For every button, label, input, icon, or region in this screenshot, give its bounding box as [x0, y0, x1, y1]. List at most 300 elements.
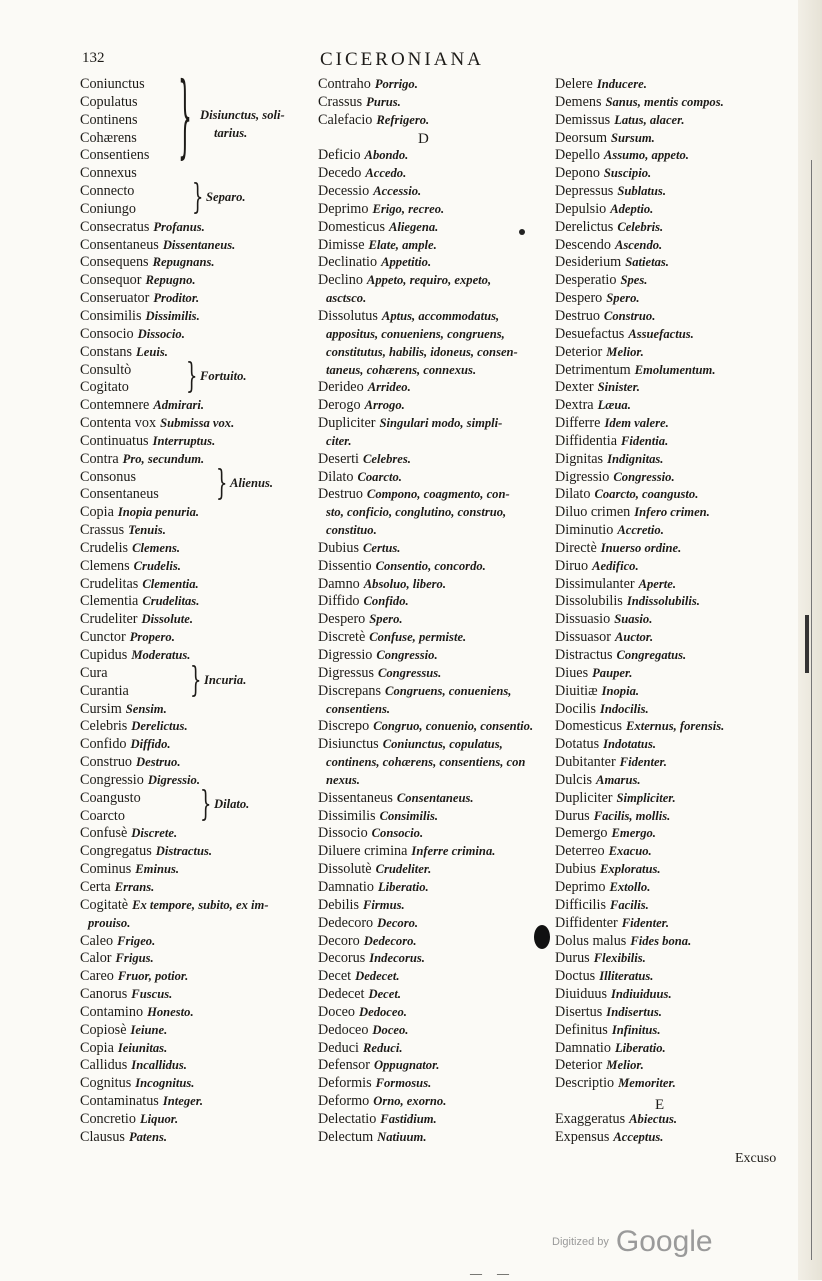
entry-antonym: Absoluo, libero.	[363, 576, 447, 591]
entry-word: Destruo	[555, 307, 600, 324]
entry-antonym: Fidenter.	[619, 755, 667, 770]
entry-antonym: Exploratus.	[600, 862, 661, 877]
entry-antonym: Congressus.	[377, 665, 442, 680]
entry-antonym: Pauper.	[592, 665, 633, 680]
brace-gloss: Disiunctus, soli-	[200, 108, 285, 122]
entry-word: Discrepans	[318, 682, 382, 699]
entry-antonym: Abondo.	[364, 148, 409, 163]
entry-row	[80, 326, 312, 344]
entry-antonym: Indisertus.	[606, 1004, 662, 1019]
entry-row	[555, 147, 787, 165]
entry-antonym: Appeto, requiro, expeto,	[366, 273, 492, 288]
entry-row	[555, 415, 787, 433]
entry-row	[318, 790, 550, 808]
entry-row	[80, 701, 312, 719]
entry-row	[318, 718, 550, 736]
entry-antonym: Interruptus.	[152, 433, 216, 448]
entry-antonym: Congruo, conuenio, consentio.	[373, 719, 534, 734]
entry-word: Dexter	[555, 379, 594, 396]
entry-row	[318, 629, 550, 647]
entry-word: Derogo	[318, 397, 361, 414]
entry-antonym: Fides bona.	[630, 933, 692, 948]
entry-word: Cognitus	[80, 1075, 132, 1092]
entry-antonym: Sensim.	[125, 701, 167, 716]
entry-antonym: Decoro.	[377, 915, 419, 930]
entry-word: Cura	[80, 664, 108, 681]
entry-antonym: Flexibilis.	[593, 951, 646, 966]
entry-antonym: Sublatus.	[617, 184, 666, 199]
entry-row	[555, 986, 787, 1004]
entry-antonym: Ieiune.	[130, 1022, 168, 1037]
entry-word: Contra	[80, 450, 119, 467]
entry-antonym: constitutus, habilis, idoneus, consen-	[326, 344, 518, 359]
brace-group-6	[200, 785, 250, 826]
entry-word: Depello	[555, 147, 600, 164]
entry-antonym: consentiens.	[326, 701, 391, 716]
entry-antonym: Eminus.	[135, 862, 180, 877]
brace-icon: }	[178, 68, 192, 172]
entry-row	[318, 683, 550, 701]
entry-word: Congregatus	[80, 843, 152, 860]
entry-word: Diluo crimen	[555, 504, 631, 521]
entry-row	[318, 183, 550, 201]
entry-row	[318, 950, 550, 968]
entry-antonym: Ascendo.	[614, 237, 663, 252]
entry-antonym: Consocio.	[371, 826, 424, 841]
entry-antonym: Repugnans.	[152, 255, 215, 270]
entry-antonym: Fidenter.	[621, 915, 670, 930]
entry-antonym: Erigo, recreo.	[372, 201, 445, 216]
brace-icon: }	[190, 661, 202, 702]
entry-word: Dissocio	[318, 825, 368, 842]
entry-antonym: Illiteratus.	[599, 969, 654, 984]
entry-row	[555, 165, 787, 183]
ink-blot	[534, 925, 550, 949]
entry-row	[555, 397, 787, 415]
entry-word: Consequens	[80, 254, 149, 271]
entry-row	[80, 593, 312, 611]
entry-word: Contaminatus	[80, 1093, 159, 1110]
entry-antonym: Inopia.	[601, 683, 640, 698]
entry-word: Dubitanter	[555, 754, 616, 771]
entry-row	[80, 1075, 312, 1093]
entry-row	[318, 1075, 550, 1093]
entry-word: Consimilis	[80, 307, 142, 324]
column-b	[318, 76, 550, 1147]
entry-row	[80, 76, 312, 94]
entry-word: Depono	[555, 165, 600, 182]
entry-word: Consecratus	[80, 218, 150, 235]
entry-word: Constans	[80, 343, 133, 360]
entry-row	[555, 451, 787, 469]
entry-antonym: Indissolubilis.	[626, 594, 700, 609]
entry-antonym: Sinister.	[597, 380, 640, 395]
entry-word: Dedoceo	[318, 1021, 369, 1038]
entry-row	[318, 1022, 550, 1040]
entry-word: Cupidus	[80, 647, 128, 663]
entry-word: Copia	[80, 1039, 114, 1056]
entry-word: Coangusto	[80, 789, 141, 806]
entry-row	[80, 790, 312, 808]
entry-antonym: Fastidium.	[380, 1111, 437, 1126]
entry-word: Detrimentum	[555, 361, 631, 378]
entry-antonym: Assumo, appeto.	[603, 148, 689, 163]
entry-word: Discretè	[318, 629, 366, 646]
google-logo: Google	[615, 1225, 713, 1258]
entry-row	[555, 433, 787, 451]
entry-row	[555, 272, 787, 290]
entry-word: Dissuasio	[555, 611, 611, 628]
entry-word: Dissolutus	[318, 307, 378, 324]
entry-word: Diffido	[318, 593, 360, 610]
entry-antonym: Auctor.	[614, 630, 654, 645]
brace-group-3	[186, 357, 247, 398]
entry-word: Descriptio	[555, 1075, 615, 1092]
entry-antonym: Simpliciter.	[616, 790, 676, 805]
entry-antonym: taneus, cohærens, connexus.	[326, 362, 477, 377]
entry-antonym: Firmus.	[362, 897, 405, 912]
entry-antonym: Suscipio.	[603, 166, 652, 181]
entry-row	[318, 219, 550, 237]
entry-row	[555, 1129, 787, 1147]
entry-row	[318, 308, 550, 326]
entry-word: Deorsum	[555, 129, 608, 146]
entry-row	[318, 825, 550, 843]
entry-word: Diffidentia	[555, 432, 617, 449]
brace-gloss: Incuria.	[204, 673, 247, 687]
brace-gloss: Alienus.	[230, 476, 274, 490]
entry-word: Dotatus	[555, 736, 600, 753]
page-edge-shadow	[798, 0, 822, 1280]
entry-antonym: Dissocio.	[137, 326, 185, 341]
entry-antonym: Emergo.	[611, 826, 656, 841]
entry-antonym: Sanus, mentis compos.	[605, 94, 724, 109]
entry-row	[318, 808, 550, 826]
entry-word: Doctus	[555, 968, 596, 985]
entry-row	[555, 629, 787, 647]
entry-row	[555, 665, 787, 683]
entry-row	[555, 308, 787, 326]
entry-word: Coniunctus	[80, 76, 145, 92]
entry-row	[555, 1093, 787, 1111]
entry-antonym: Arrideo.	[367, 380, 411, 395]
entry-row	[555, 486, 787, 504]
entry-antonym: Idem valere.	[604, 416, 669, 431]
entry-antonym: Certus.	[363, 540, 401, 555]
entry-row	[318, 843, 550, 861]
entry-word: Diues	[555, 664, 589, 681]
entry-row	[318, 94, 550, 112]
entry-row	[555, 540, 787, 558]
entry-antonym: Crudeliter.	[375, 862, 432, 877]
entry-word: Difficilis	[555, 896, 606, 913]
entry-row	[318, 540, 550, 558]
entry-row	[318, 915, 550, 933]
entry-antonym: Indocilis.	[599, 701, 649, 716]
entry-word: Dextra	[555, 397, 594, 414]
entry-row	[318, 665, 550, 683]
entry-row	[318, 593, 550, 611]
entry-antonym: Leuis.	[136, 344, 168, 359]
entry-row	[555, 112, 787, 130]
entry-antonym: Melior.	[606, 1058, 644, 1073]
entry-row	[555, 790, 787, 808]
entry-row	[80, 611, 312, 629]
entry-row	[318, 326, 550, 344]
entry-antonym: Elate, ample.	[368, 237, 437, 252]
entry-row	[318, 1004, 550, 1022]
entry-antonym: Liberatio.	[614, 1040, 666, 1055]
entry-row	[80, 915, 312, 933]
brace-icon: }	[186, 357, 198, 398]
entry-word: Consentaneus	[80, 236, 159, 253]
entry-row	[318, 576, 550, 594]
entry-word: Conseruator	[80, 290, 150, 307]
entry-word: Docilis	[555, 700, 596, 717]
entry-word: Disiunctus	[318, 736, 379, 753]
entry-row	[318, 861, 550, 879]
entry-antonym: Errans.	[114, 879, 155, 894]
entry-word: Desiderium	[555, 254, 622, 271]
entry-word: Decedo	[318, 165, 362, 182]
brace-icon: }	[192, 178, 204, 219]
entry-word: Dissentio	[318, 557, 372, 574]
entry-row	[80, 308, 312, 326]
entry-row	[80, 1022, 312, 1040]
entry-antonym: Consentaneus.	[396, 790, 474, 805]
entry-row	[80, 290, 312, 308]
entry-row	[80, 950, 312, 968]
entry-row	[318, 379, 550, 397]
entry-row	[555, 968, 787, 986]
entry-row	[80, 754, 312, 772]
entry-word: Clemens	[80, 557, 130, 574]
entry-row	[555, 1022, 787, 1040]
entry-word: Calor	[80, 950, 112, 967]
entry-antonym: Congregatus.	[616, 648, 687, 662]
entry-antonym: Fruor, potior.	[117, 969, 189, 984]
entry-antonym: Inopia penuria.	[117, 505, 200, 520]
entry-antonym: Repugno.	[145, 273, 196, 288]
entry-row	[555, 879, 787, 897]
entry-antonym: Indignitas.	[607, 451, 664, 466]
entry-row	[318, 611, 550, 629]
entry-word: Consocio	[80, 325, 134, 342]
entry-antonym: Exacuo.	[608, 844, 652, 859]
entry-row	[555, 825, 787, 843]
entry-word: Contemnere	[80, 397, 150, 414]
section-letter-d: D	[418, 131, 429, 147]
entry-word: Dubius	[555, 861, 596, 878]
entry-row	[555, 808, 787, 826]
entry-word: Destruo	[318, 486, 363, 503]
entry-word: Expensus	[555, 1128, 610, 1145]
entry-antonym: continens, cohærens, consentiens, con	[326, 755, 526, 770]
entry-antonym: Fuscus.	[131, 987, 173, 1002]
entry-antonym: Incallidus.	[131, 1058, 187, 1073]
entry-antonym: Compono, coagmento, con-	[366, 487, 510, 502]
entry-word: Canorus	[80, 986, 128, 1003]
entry-word: Demissus	[555, 111, 611, 128]
entry-row	[318, 397, 550, 415]
entry-word: Dissentaneus	[318, 789, 393, 806]
digitized-watermark	[552, 1225, 713, 1259]
entry-row	[80, 968, 312, 986]
entry-antonym: Honesto.	[147, 1004, 194, 1019]
entry-antonym: Proditor.	[153, 291, 200, 306]
entry-antonym: Derelictus.	[131, 719, 188, 734]
entry-word: Declino	[318, 272, 363, 289]
entry-row	[555, 219, 787, 237]
entry-row	[318, 933, 550, 951]
entry-antonym: Purus.	[366, 94, 401, 109]
entry-row	[318, 362, 550, 380]
entry-word: Celebris	[80, 718, 128, 735]
entry-row	[555, 861, 787, 879]
entry-antonym: Admirari.	[153, 398, 205, 413]
entry-word: Consentaneus	[80, 486, 159, 503]
entry-row	[80, 522, 312, 540]
entry-antonym: Adeptio.	[610, 201, 654, 216]
entry-antonym: Coniunctus, copulatus,	[382, 737, 503, 752]
entry-antonym: Aedifico.	[592, 558, 639, 573]
entry-antonym: Facilis.	[609, 897, 649, 912]
entry-word: Diruo	[555, 557, 589, 574]
entry-word: Deprimo	[555, 878, 606, 895]
entry-word: Contamino	[80, 1003, 144, 1020]
entry-row	[318, 415, 550, 433]
entry-word: Domesticus	[555, 718, 622, 735]
entry-antonym: Tenuis.	[128, 523, 166, 538]
entry-row	[555, 1075, 787, 1093]
entry-antonym: Dedoceo.	[359, 1004, 407, 1019]
entry-row	[80, 933, 312, 951]
entry-word: Callidus	[80, 1057, 128, 1074]
entry-antonym: Patens.	[128, 1129, 168, 1144]
entry-antonym: Diffido.	[130, 737, 171, 752]
entry-antonym: Integer.	[162, 1094, 204, 1109]
entry-antonym: Natiuum.	[377, 1129, 427, 1144]
entry-row	[555, 736, 787, 754]
entry-word: Damnatio	[318, 878, 374, 895]
entry-antonym: Dedecoro.	[363, 933, 417, 948]
entry-antonym: Celebris.	[617, 219, 664, 234]
entry-word: Diluere crimina	[318, 843, 408, 860]
entry-word: Dubius	[318, 539, 359, 556]
entry-word: Careo	[80, 968, 114, 985]
brace-gloss: Fortuito.	[200, 369, 247, 383]
entry-row	[555, 1057, 787, 1075]
entry-word: Calefacio	[318, 111, 373, 128]
entry-antonym: Satietas.	[625, 255, 669, 270]
entry-word: Deformo	[318, 1093, 370, 1110]
entry-row	[555, 254, 787, 272]
entry-antonym: prouiso.	[88, 915, 131, 930]
entry-word: Cunctor	[80, 629, 126, 646]
entry-row	[80, 540, 312, 558]
entry-antonym: Memoriter.	[618, 1076, 676, 1091]
entry-row	[555, 76, 787, 94]
entry-word: Directè	[555, 539, 597, 556]
entry-row	[318, 130, 550, 148]
entry-word: Confusè	[80, 825, 128, 842]
entry-word: Definitus	[555, 1021, 608, 1038]
entry-word: Depulsio	[555, 200, 607, 217]
entry-row	[318, 736, 550, 754]
entry-antonym: Crudelis.	[133, 558, 181, 573]
entry-antonym: Decet.	[368, 987, 401, 1002]
entry-row	[318, 254, 550, 272]
entry-word: Crassus	[318, 93, 363, 110]
entry-row	[80, 986, 312, 1004]
entry-word: Digressio	[318, 647, 373, 663]
entry-word: Crudelitas	[80, 575, 139, 592]
entry-word: Construo	[80, 754, 133, 771]
entry-row	[80, 486, 312, 504]
entry-row	[80, 415, 312, 433]
entry-row	[80, 718, 312, 736]
entry-row	[318, 1040, 550, 1058]
entry-antonym: Refrigero.	[376, 112, 430, 127]
entry-word: Crudelis	[80, 539, 129, 556]
entry-row	[555, 915, 787, 933]
entry-word: Deduci	[318, 1039, 359, 1056]
entry-row	[80, 254, 312, 272]
entry-antonym: Extollo.	[609, 879, 651, 894]
entry-row	[80, 558, 312, 576]
entry-word: Diminutio	[555, 522, 614, 539]
brace-group-1	[178, 68, 285, 172]
entry-word: Dedecet	[318, 986, 365, 1003]
entry-antonym: Assuefactus.	[628, 326, 694, 341]
entry-word: Delectum	[318, 1128, 374, 1145]
entry-antonym: nexus.	[326, 772, 360, 787]
column-a	[80, 68, 312, 1147]
entry-antonym: Dissimilis.	[145, 308, 200, 323]
entry-row	[80, 504, 312, 522]
entry-row	[80, 897, 312, 915]
entry-antonym: Porrigo.	[374, 77, 418, 91]
entry-row	[80, 1040, 312, 1058]
entry-word: Crassus	[80, 522, 125, 539]
entry-word: Consequor	[80, 272, 142, 289]
entry-antonym: appositus, conueniens, congruens,	[326, 326, 505, 341]
entry-antonym: Spes.	[620, 273, 648, 288]
entry-antonym: Aperte.	[638, 576, 677, 591]
entry-word: Deserti	[318, 450, 359, 467]
entry-antonym: Singulari modo, simpli-	[379, 416, 503, 431]
entry-word: Decessio	[318, 183, 370, 200]
entry-antonym: Frigus.	[115, 951, 154, 966]
entry-antonym: Facilis, mollis.	[593, 808, 671, 823]
entry-row	[555, 933, 787, 951]
entry-antonym: Submissa vox.	[160, 416, 235, 431]
entry-row	[80, 1093, 312, 1111]
entry-row	[80, 469, 312, 487]
entry-word: Delectatio	[318, 1110, 377, 1127]
entry-antonym: Infinitus.	[611, 1022, 661, 1037]
entry-antonym: Inducere.	[596, 77, 647, 91]
entry-word: Decorus	[318, 950, 366, 967]
entry-row	[80, 1057, 312, 1075]
entry-word: Congressio	[80, 771, 144, 788]
entry-row	[80, 1004, 312, 1022]
entry-word: Consonus	[80, 468, 136, 485]
entry-antonym: Doceo.	[372, 1022, 409, 1037]
entry-row	[555, 469, 787, 487]
entry-antonym: asctsco.	[326, 291, 367, 306]
entry-row	[318, 522, 550, 540]
